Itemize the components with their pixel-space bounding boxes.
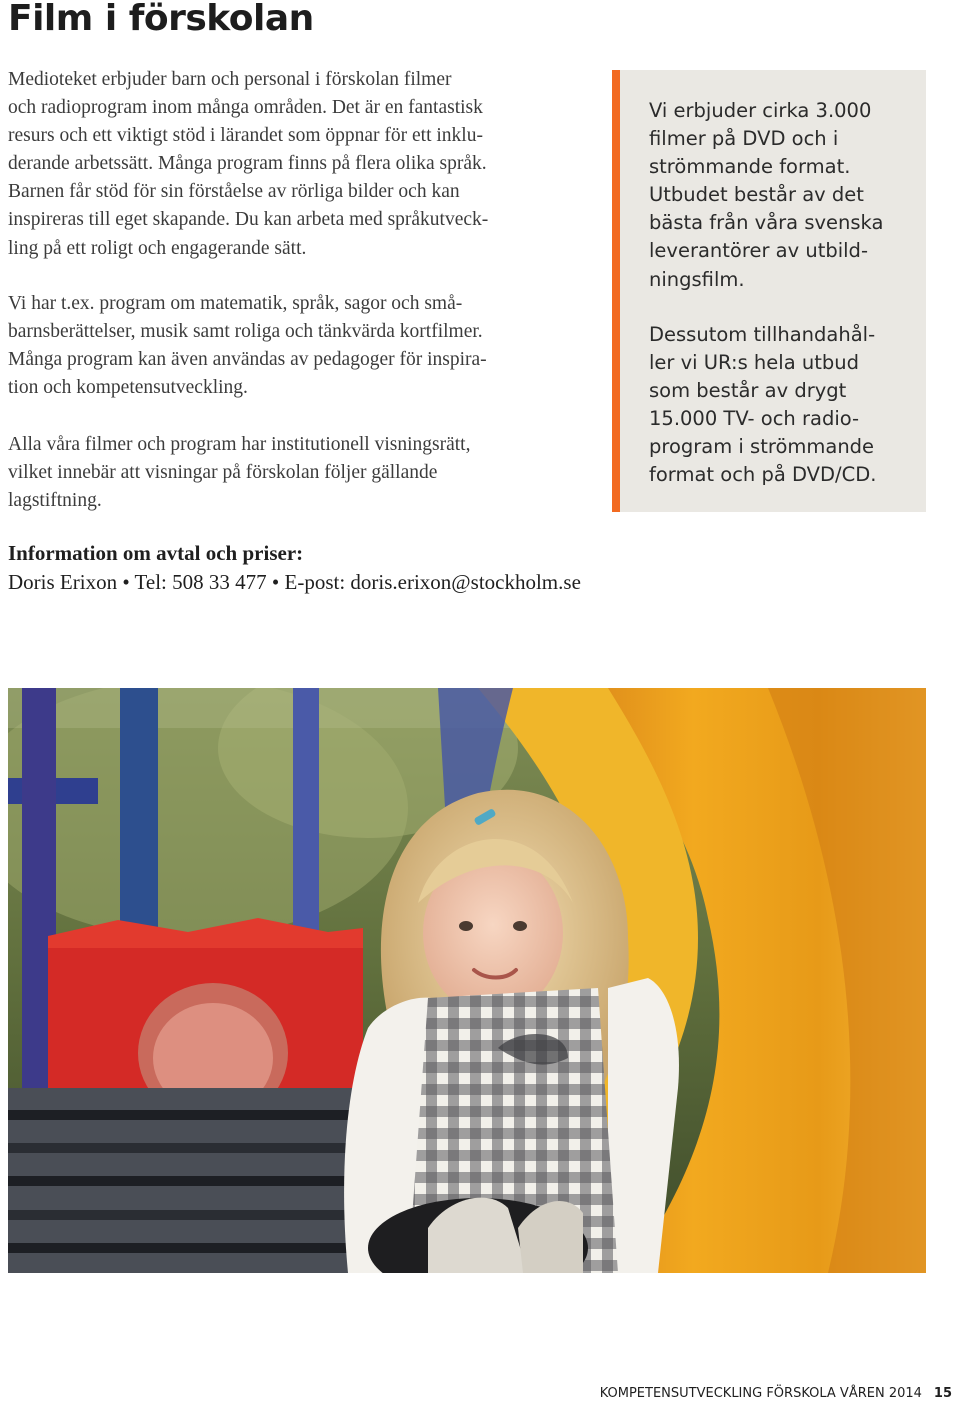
text-line: lagstiftning.: [8, 490, 102, 512]
intro-paragraph-1: [8, 66, 603, 263]
contact-details: Doris Erixon • Tel: 508 33 477 • E-post: doris.erixon@stockholm.se: [8, 570, 581, 594]
intro-paragraph-3: [8, 431, 603, 515]
text-line: Utbudet består av det: [649, 183, 864, 207]
text-line: strömmande format.: [649, 155, 851, 179]
text-line: program i strömmande: [649, 435, 875, 459]
text-line: Vi har t.ex. program om matematik, språk, sagor och små-: [8, 293, 463, 314]
text-line: ningsfilm.: [649, 267, 745, 291]
text-line: Vi erbjuder cirka 3.000: [649, 99, 872, 122]
text-line: Medioteket erbjuder barn och personal i förskolan filmer: [8, 69, 452, 90]
page-number: 15: [933, 1386, 952, 1401]
text-line: 15.000 TV- och radio-: [649, 407, 860, 431]
text-line: ling på ett roligt och engagerande sätt.: [8, 237, 307, 259]
text-line: format och på DVD/CD.: [649, 463, 877, 487]
text-line: derande arbetssätt. Många program finns på flera olika språk.: [8, 153, 487, 175]
text-line: Dessutom tillhandahål-: [649, 323, 876, 346]
page-footer: [600, 1386, 952, 1401]
text-line: Alla våra filmer och program har institutionell visningsrätt,: [8, 434, 471, 455]
text-line: leverantörer av utbild-: [649, 239, 868, 263]
info-sidebar: [612, 70, 926, 512]
text-line: tion och kompetensutveckling.: [8, 377, 248, 399]
sidebar-accent-bar: [612, 70, 620, 512]
text-line: och radioprogram inom många områden. Det är en fantastisk: [8, 97, 483, 119]
intro-paragraph-2: [8, 290, 603, 402]
text-line: barnsberättelser, musik samt roliga och tänkvärda kortfilmer.: [8, 321, 483, 343]
text-line: resurs och ett viktigt stöd i lärandet som öppnar för ett inklu-: [8, 125, 483, 147]
playground-photo: [8, 688, 926, 1273]
footer-label: KOMPETENSUTVECKLING FÖRSKOLA VÅREN 2014: [599, 1386, 922, 1401]
sidebar-paragraph-1: [649, 97, 919, 294]
text-line: inspireras till eget skapande. Du kan arbeta med språkutveck-: [8, 209, 489, 231]
text-line: Barnen får stöd för sin förståelse av rörliga bilder och kan: [8, 181, 460, 203]
page-title: Film i förskolan: [8, 0, 314, 39]
text-line: bästa från våra svenska: [649, 211, 884, 235]
text-line: vilket innebär att visningar på förskolan följer gällande: [8, 462, 438, 484]
text-line: ler vi UR:s hela utbud: [649, 351, 859, 375]
contact-heading: Information om avtal och priser:: [8, 541, 304, 565]
text-line: filmer på DVD och i: [649, 127, 839, 151]
text-line: Många program kan även användas av pedagoger för inspira-: [8, 349, 487, 371]
sidebar-paragraph-2: [649, 321, 919, 490]
text-line: som består av drygt: [649, 379, 847, 403]
